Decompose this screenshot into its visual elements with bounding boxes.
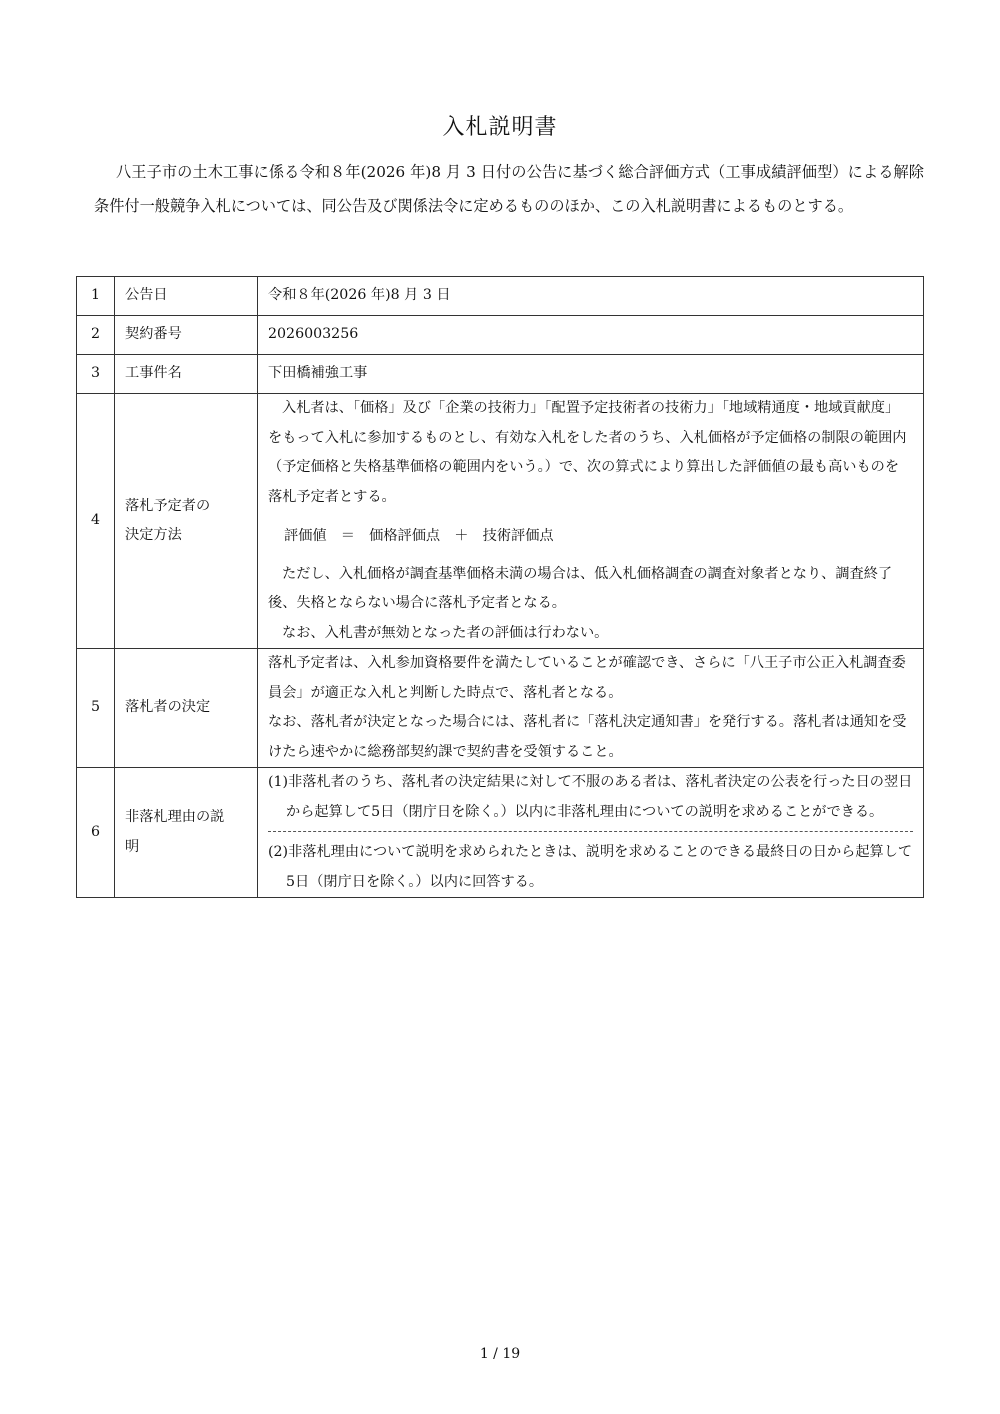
table-row [77, 316, 924, 355]
evaluation-formula: 評価値 ＝ 価格評価点 ＋ 技術評価点 [284, 528, 554, 544]
row-value [258, 394, 924, 649]
award-decision-text: 落札予定者は、入札参加資格要件を満たしていることが確認でき、さらに「八王子市公正入札調査委員会」が適正な入札と判断した時点で、落札者となる。 [268, 655, 906, 701]
row-value: 下田橋補強工事 [258, 355, 924, 394]
row-value [258, 768, 924, 898]
page-title: 入札説明書 [442, 115, 558, 140]
page-separator: / [488, 1346, 503, 1362]
row-label-line: 明 [125, 838, 140, 855]
row-label: 公告日 [115, 277, 258, 316]
low-bid-note: ただし、入札価格が調査基準価格未満の場合は、低入札価格調査の調査対象者となり、調査終了後、失格とならない場合に落札予定者となる。 [268, 565, 893, 611]
table-row [77, 277, 924, 316]
award-method-text: 入札者は、「価格」及び「企業の技術力」「配置予定技術者の技術力」「地域精通度・地域貢献度」をもって入札に参加するものとし、有効な入札をした者のうち、入札価格が予定価格の制限の範囲内（予定価格と失格基準価格の範囲内をいう。）で、次の算式により算出した評価値の最も高いものを落札予定者とする。 [268, 400, 907, 505]
row-label-line: 非落札理由の説 [125, 809, 225, 825]
explanation-reply-item: (2)非落札理由について説明を求められたときは、説明を求めることのできる最終日の日から起算して5日（閉庁日を除く。）以内に回答する。 [268, 831, 913, 897]
row-number: 4 [77, 394, 115, 649]
table-row [77, 649, 924, 768]
row-label: 工事件名 [115, 355, 258, 394]
row-value: 2026003256 [258, 316, 924, 355]
current-page: 1 [479, 1346, 489, 1362]
row-label-line: 落札予定者の [125, 497, 211, 514]
table-row [77, 355, 924, 394]
row-number: 6 [77, 768, 115, 898]
row-value: 令和８年(2026 年)8 月 3 日 [258, 277, 924, 316]
row-label [115, 768, 258, 898]
row-number: 2 [77, 316, 115, 355]
award-notice-text: なお、落札者が決定となった場合には、落札者に「落札決定通知書」を発行する。落札者は通知を受けたら速やかに総務部契約課で契約書を受領すること。 [268, 714, 907, 760]
row-number: 5 [77, 649, 115, 768]
total-pages: 19 [502, 1346, 521, 1362]
row-label [115, 394, 258, 649]
row-label: 契約番号 [115, 316, 258, 355]
explanation-request-item: (1)非落札者のうち、落札者の決定結果に対して不服のある者は、落札者決定の公表を行った日の翌日から起算して5日（閉庁日を除く。）以内に非落札理由についての説明を求めることができる。 [268, 774, 913, 820]
row-number: 3 [77, 355, 115, 394]
row-label: 落札者の決定 [115, 649, 258, 768]
row-label-line: 決定方法 [125, 527, 182, 543]
table-row [77, 768, 924, 898]
intro-paragraph: 八王子市の土木工事に係る令和８年(2026 年)8 月 3 日付の公告に基づく総合評価方式（工事成績評価型）による解除条件付一般競争入札については、同公告及び関係法令に定めるもののほか、この入札説明書によるものとする。 [94, 163, 924, 215]
table-row [77, 394, 924, 649]
row-number: 1 [77, 277, 115, 316]
spec-table [76, 276, 924, 898]
invalid-bid-note: なお、入札書が無効となった者の評価は行わない。 [282, 624, 609, 641]
page-number [0, 1346, 1000, 1362]
row-value [258, 649, 924, 768]
